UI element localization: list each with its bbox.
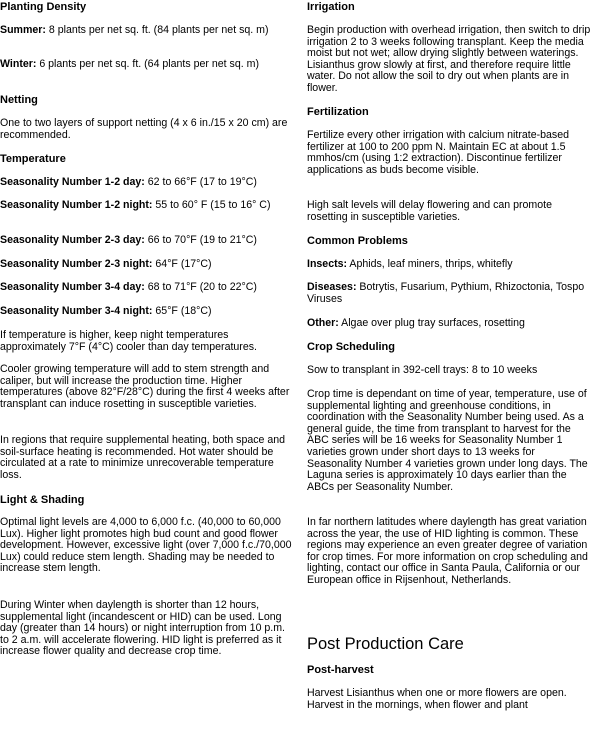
temperature-item [0, 200, 292, 212]
temperature-item [0, 306, 292, 318]
temperature-item [0, 235, 292, 247]
temperature-item [0, 177, 292, 189]
temperature-item-label: Seasonality Number 1-2 night: [0, 199, 153, 211]
diseases-value: Botrytis, Fusarium, Pythium, Rhizoctonia, Tospo Viruses [307, 281, 585, 305]
fertilization-heading: Fertilization [307, 106, 369, 118]
other-value: Algae over plug tray surfaces, rosetting [338, 317, 525, 329]
netting-text: One to two layers of support netting (4 x 6 in./15 x 20 cm) are recommended. [0, 117, 288, 141]
temperature-item-value: 66 to 70°F (19 to 21°C) [144, 234, 257, 246]
insects-label: Insects: [307, 258, 348, 270]
temperature-item-value: 55 to 60° F (15 to 16° C) [152, 199, 271, 211]
scheduling-paragraph: In far northern latitudes where daylength has great variation across the year, the use of HID lighting is common. These regions may experience an even greater degree of variation for crop times. For more information on crop scheduling and lighting, contact our office in Santa Paula, California or our European office in Rijsenhout, Netherlands. [307, 516, 588, 586]
crop-scheduling-heading: Crop Scheduling [307, 341, 395, 353]
temperature-item-value: 68 to 71°F (20 to 22°C) [144, 281, 257, 293]
temperature-item-label: Seasonality Number 3-4 night: [0, 305, 153, 317]
netting-heading: Netting [0, 94, 38, 106]
winter-label: Winter: [0, 58, 37, 70]
temperature-item [0, 259, 292, 271]
temperature-paragraph: Cooler growing temperature will add to stem strength and caliper, but will increase the production time. Higher temperatures (above 82°F/28°C) during the first 4 weeks after transplant can induce rosetting in susceptible varieties. [0, 363, 290, 410]
temperature-paragraph: In regions that require supplemental heating, both space and soil-surface heating is recommended. Hot water should be circulated at a rate to minimize unrecoverable temperature loss. [0, 434, 286, 481]
light-paragraph: During Winter when daylength is shorter than 12 hours, supplemental light (incandescent or HID) can be used. Long day (greater than 14 hours) or night interruption from 10 p.m. to 2 a.m. will accelerate flowering. HID light is preferred as it increase flower quality and decrease crop time. [0, 599, 286, 658]
summer-density-text [0, 25, 292, 37]
summer-value: 8 plants per net sq. ft. (84 plants per net sq. m) [45, 24, 269, 36]
post-harvest-heading: Post-harvest [307, 664, 374, 676]
light-shading-heading: Light & Shading [0, 494, 85, 506]
insects-value: Aphids, leaf miners, thrips, whitefly [347, 258, 513, 270]
temperature-item-label: Seasonality Number 1-2 day: [0, 176, 145, 188]
fertilization-paragraph: High salt levels will delay flowering and can promote rosetting in susceptible varieties. [307, 199, 552, 223]
winter-value: 6 plants per net sq. ft. (64 plants per net sq. m) [36, 58, 259, 70]
winter-density-text [0, 59, 292, 71]
post-harvest-text: Harvest Lisianthus when one or more flowers are open. Harvest in the mornings, when flower and plant [307, 687, 567, 711]
diseases-label: Diseases: [307, 281, 357, 293]
post-production-title: Post Production Care [307, 635, 464, 653]
planting-density-heading: Planting Density [0, 1, 87, 13]
temperature-paragraph: If temperature is higher, keep night temperatures approximately 7°F (4°C) cooler than day temperatures. [0, 329, 257, 353]
temperature-item-value: 64°F (17°C) [152, 258, 212, 270]
insects-text [307, 259, 591, 271]
temperature-item-value: 65°F (18°C) [152, 305, 212, 317]
scheduling-paragraph: Sow to transplant in 392-cell trays: 8 to 10 weeks [307, 364, 538, 376]
scheduling-paragraph: Crop time is dependant on time of year, temperature, use of supplemental lighting and greenhouse conditions, in coordination with the Seasonality Number being used. As a general guide, the time from transplant to harvest for the ABC series will be 16 weeks for Seasonality Number 1 varieties grown under short days to 13 weeks for Seasonality Number 4 varieties grown under long days. The Laguna series is approximately 10 days earlier than the ABCs per Seasonality Number. [307, 388, 588, 493]
irrigation-heading: Irrigation [307, 1, 355, 13]
irrigation-text: Begin production with overhead irrigation, then switch to drip irrigation 2 to 3 weeks following transplant. Keep the media moist but not wet; allow drying slightly between waterings. Lisianthus grow slowly at first, and therefore require little water. Do not allow the soil to dry out when plants are in flower. [307, 24, 591, 94]
temperature-item-label: Seasonality Number 2-3 night: [0, 258, 153, 270]
temperature-item-label: Seasonality Number 3-4 day: [0, 281, 145, 293]
common-problems-heading: Common Problems [307, 235, 408, 247]
temperature-item-label: Seasonality Number 2-3 day: [0, 234, 145, 246]
temperature-item [0, 282, 292, 294]
diseases-text [307, 282, 591, 305]
other-problems-text [307, 318, 591, 330]
summer-label: Summer: [0, 24, 46, 36]
fertilization-paragraph: Fertilize every other irrigation with calcium nitrate-based fertilizer at 100 to 200 ppm N. Maintain EC at about 1.5 mmhos/cm (using 1:2 extraction). Discontinue fertilizer applications as buds become visible. [307, 129, 570, 176]
other-label: Other: [307, 317, 339, 329]
temperature-item-value: 62 to 66°F (17 to 19°C) [144, 176, 257, 188]
light-paragraph: Optimal light levels are 4,000 to 6,000 f.c. (40,000 to 60,000 Lux). Higher light promotes high bud count and good flower development. However, excessive light (over 7,000 f.c./70,000 Lux) could reduce stem length. Shading may be needed to increase stem length. [0, 516, 292, 575]
temperature-heading: Temperature [0, 153, 66, 165]
